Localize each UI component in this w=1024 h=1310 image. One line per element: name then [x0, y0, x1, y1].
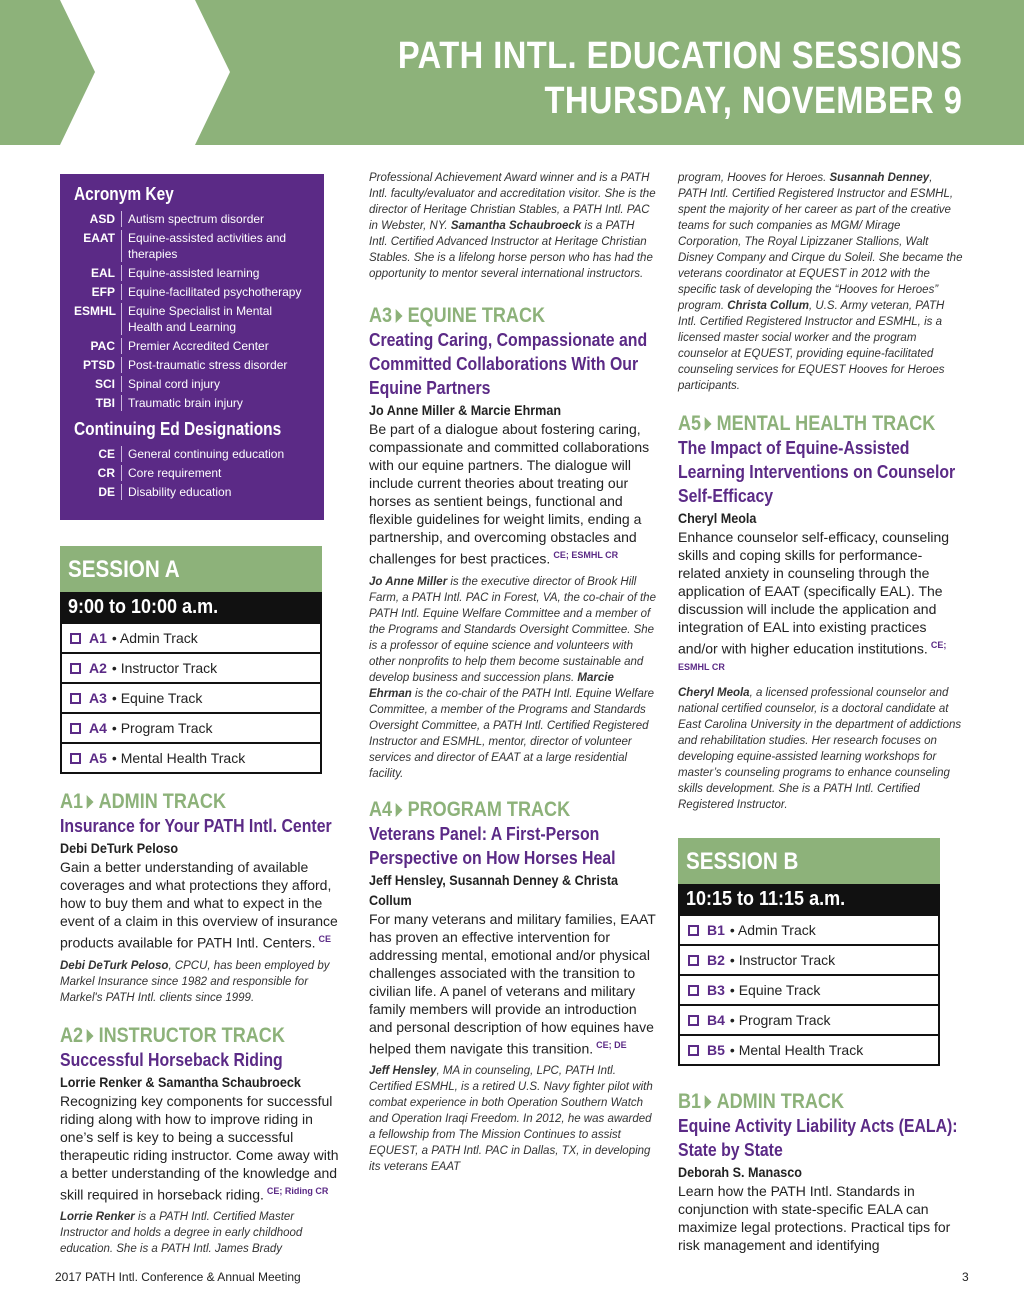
session-track-label: • Program Track: [729, 1012, 831, 1028]
session-item-b2[interactable]: [678, 946, 940, 976]
b1-track-heading: B1 ADMIN TRACK: [678, 1090, 844, 1113]
a1-session-title: Insurance for Your PATH Intl. Center: [60, 816, 332, 836]
session-track-label: • Equine Track: [111, 690, 203, 706]
a2-description: Recognizing key components for successful riding along with how to improve riding in one’s self is key to being a successful therapeutic riding instructor. Come away with a better understanding of the knowledge and skill required in horseback riding. $^{CE; Riding CR}$: [60, 1092, 339, 1203]
acronym-row-de: [74, 484, 310, 500]
checkbox-icon[interactable]: [70, 693, 81, 704]
page-title: [398, 34, 962, 124]
title-line-2: THURSDAY, NOVEMBER 9: [544, 80, 962, 122]
triangle-icon: [396, 803, 403, 817]
b1-session-title: Equine Activity Liability Acts (EALA): State by State: [678, 1116, 958, 1160]
acronym-definition: General continuing education: [128, 447, 285, 461]
a1-speaker: Debi DeTurk Peloso: [60, 840, 179, 856]
session-a-title: SESSION A: [60, 546, 322, 592]
session-item-b5[interactable]: [678, 1036, 940, 1066]
acronym-row-asd: [74, 211, 310, 227]
checkbox-icon[interactable]: [70, 663, 81, 674]
session-a-time: 9:00 to 10:00 a.m.: [60, 592, 322, 624]
a3-session-title: Creating Caring, Compassionate and Committed Collaborations With Our Equine Partners: [369, 330, 648, 398]
a3-speaker: Jo Anne Miller & Marcie Ehrman: [369, 402, 562, 418]
acronym-definition: Equine-assisted activities and therapies: [128, 231, 287, 261]
a1-bio: Debi DeTurk Peloso, CPCU, has been employed by Markel Insurance since 1982 and responsible for Markel's PATH Intl. clients since 1999.: [60, 959, 330, 1004]
session-track-label: • Mental Health Track: [729, 1042, 864, 1058]
acronym-abbr: EFP: [74, 284, 122, 300]
acronym-row-tbi: [74, 395, 310, 411]
triangle-icon: [705, 1095, 712, 1109]
session-code: A2: [89, 660, 107, 676]
acronym-abbr: PTSD: [74, 357, 122, 373]
acronym-key-box: [60, 174, 324, 520]
session-item-b4[interactable]: [678, 1006, 940, 1036]
a4-session-title: Veterans Panel: A First-Person Perspective on How Horses Heal: [369, 823, 616, 868]
acronym-definition: Premier Accredited Center: [128, 339, 269, 353]
acronym-abbr: ESMHL: [74, 303, 122, 335]
session-code: A4: [89, 720, 107, 736]
acronym-row-esmhl: [74, 303, 310, 335]
checkbox-icon[interactable]: [70, 723, 81, 734]
column-3: [678, 170, 964, 813]
session-item-b1[interactable]: [678, 916, 940, 946]
column-1-lower: [60, 790, 344, 1257]
session-code: B3: [707, 982, 725, 998]
a5-session-title: The Impact of Equine-Assisted Learning Interventions on Counselor Self-Efficacy: [678, 438, 956, 506]
checkbox-icon[interactable]: [688, 955, 699, 966]
a2-bio-continued: Professional Achievement Award winner and is a PATH Intl. faculty/evaluator and accreditation visitor. She is the director of Heritage Christian Stables, a PATH Intl. PAC in Webster, NY. Samantha Schaubroeck is a PATH Intl. Certified Advanced Instructor at Heritage Christian Stables. She is a lifelong horse person who has had the opportunity to mentor several international instructors.: [369, 172, 656, 280]
acronym-row-efp: [74, 284, 310, 300]
acronym-row-sci: [74, 376, 310, 392]
acronym-row-eal: [74, 265, 310, 281]
a5-speaker: Cheryl Meola: [678, 510, 757, 526]
a1-description: Gain a better understanding of available coverages and what protections they afford, how to buy them and what to expect in the event of a claim in this overview of insurance products available for PATH Intl. Centers. $^{CE}$: [60, 859, 338, 951]
session-code: B4: [707, 1012, 725, 1028]
session-track-label: • Admin Track: [729, 922, 816, 938]
session-item-a3[interactable]: [60, 684, 322, 714]
acronym-definition: Core requirement: [128, 466, 222, 480]
session-b-box: [678, 838, 940, 1066]
session-code: A1: [89, 630, 107, 646]
acronym-abbr: CE: [74, 446, 122, 462]
acronym-abbr: PAC: [74, 338, 122, 354]
a5-description: Enhance counselor self-efficacy, counseling skills and coping skills for performance-related anxiety in counseling through the application of EAAT (specifically EAL). The discussion will include the application and integration of EAL into existing practices and/or with higher education institutions. $^{CE; ESMHL CR}$: [678, 529, 950, 672]
session-track-label: • Equine Track: [729, 982, 821, 998]
session-code: B1: [707, 922, 725, 938]
a4-track-heading: A4 PROGRAM TRACK: [369, 797, 571, 821]
footer-conference-name: 2017 PATH Intl. Conference & Annual Meeting: [55, 1270, 301, 1284]
acronym-abbr: TBI: [74, 395, 122, 411]
checkbox-icon[interactable]: [688, 985, 699, 996]
acronym-abbr: EAL: [74, 265, 122, 281]
checkbox-icon[interactable]: [70, 753, 81, 764]
session-b-title: SESSION B: [678, 838, 940, 884]
session-track-label: • Instructor Track: [111, 660, 218, 676]
chevron-arrow-graphic: [60, 0, 230, 145]
acronym-abbr: DE: [74, 484, 122, 500]
acronym-row-pac: [74, 338, 310, 354]
checkbox-icon[interactable]: [688, 1015, 699, 1026]
acronym-definition: Disability education: [128, 485, 232, 499]
column-3-lower: [678, 1090, 964, 1254]
acronym-definition: Autism spectrum disorder: [128, 212, 265, 226]
a2-speaker: Lorrie Renker & Samantha Schaubroeck: [60, 1073, 301, 1090]
triangle-icon: [705, 417, 712, 431]
a3-track-heading: A3 EQUINE TRACK: [369, 304, 546, 327]
session-a-box: [60, 546, 322, 774]
acronym-abbr: ASD: [74, 211, 122, 227]
session-code: B2: [707, 952, 725, 968]
session-code: A5: [89, 750, 107, 766]
a2-session-title: Successful Horseback Riding: [60, 1049, 283, 1070]
acronym-row-ptsd: [74, 357, 310, 373]
acronym-row-ce: [74, 446, 310, 462]
acronym-row-eaat: [74, 230, 310, 262]
session-item-a4[interactable]: [60, 714, 322, 744]
session-track-label: • Admin Track: [111, 630, 198, 646]
triangle-icon: [87, 1029, 94, 1043]
session-b-time: 10:15 to 11:15 a.m.: [678, 884, 940, 916]
acronym-abbr: CR: [74, 465, 122, 481]
acronym-abbr: EAAT: [74, 230, 122, 262]
acronym-definition: Traumatic brain injury: [128, 396, 243, 410]
acronym-row-cr: [74, 465, 310, 481]
a5-track-heading: A5 MENTAL HEALTH TRACK: [678, 412, 936, 435]
acronym-definition: Equine-assisted learning: [128, 266, 260, 280]
checkbox-icon[interactable]: [688, 925, 699, 936]
checkbox-icon[interactable]: [688, 1045, 699, 1056]
session-code: A3: [89, 690, 107, 706]
a4-speaker: Jeff Hensley, Susannah Denney & Christa Collum: [369, 871, 619, 908]
session-item-a1[interactable]: [60, 624, 322, 654]
acronym-key-title: Acronym Key: [74, 184, 174, 204]
a4-bio-continued: program, Hooves for Heroes. Susannah Denney, PATH Intl. Certified Registered Instructor and ESMHL, spent the majority of her career as part of the creative teams for such companies as MGM/ Mirage Corporation, The Royal Lipizzaner Stallions, Walt Disney Company and Cirque du Soleil. She became the veterans coordinator at EQUEST in 2012 with the specific task of developing the “Hooves for Heroes” program. Christa Collum, U.S. Army veteran, PATH Intl. Certified Registered Instructor and ESMHL, is a licensed master social worker and the program counselor at EQUEST, providing equine-facilitated counseling services for EQUEST Hooves for Heroes participants.: [678, 172, 963, 392]
column-2: [369, 170, 656, 1175]
session-track-label: • Program Track: [111, 720, 213, 736]
a2-bio: Lorrie Renker is a PATH Intl. Certified Master Instructor and holds a degree in early childhood education. She is a PATH Intl. James Brady: [60, 1211, 303, 1256]
a2-track-heading: A2 INSTRUCTOR TRACK: [60, 1023, 285, 1047]
b1-description: Learn how the PATH Intl. Standards in conjunction with state-specific EALA can maximize legal protections. Practical tips for risk management and identifying: [678, 1183, 951, 1253]
a4-description: For many veterans and military families, EAAT has proven an effective intervention for addressing mental, emotional and/or physical challenges associated with the transition to civilian life. A panel of veterans and military family members will provide an introduction and personal description of how equines have helped them navigate this transition. $^{CE; DE}$: [369, 910, 656, 1057]
triangle-icon: [396, 309, 403, 323]
session-item-a5[interactable]: [60, 744, 322, 774]
a5-bio: Cheryl Meola, a licensed professional counselor and national certified counselor, is a doctoral candidate at East Carolina University in the department of addictions and rehabilitation studies. Her research focuses on developing equine-assisted learning workshops for master’s counseling programs to enhance counseling skills development. She is a PATH Intl. Certified Registered Instructor.: [678, 687, 962, 812]
title-line-1: PATH INTL. EDUCATION SESSIONS: [397, 35, 962, 77]
page-header: [0, 0, 1024, 145]
acronym-definition: Post-traumatic stress disorder: [128, 358, 288, 372]
a1-track-heading: A1 ADMIN TRACK: [60, 790, 226, 813]
session-track-label: • Instructor Track: [729, 952, 836, 968]
session-track-label: • Mental Health Track: [111, 750, 246, 766]
session-code: B5: [707, 1042, 725, 1058]
ce-designations-title: Continuing Ed Designations: [74, 419, 282, 439]
acronym-definition: Equine-facilitated psychotherapy: [128, 285, 302, 299]
a3-bio: Jo Anne Miller is the executive director of Brook Hill Farm, a PATH Intl. PAC in Forest, VA, the co-chair of the PATH Intl. Equine Welfare Committee and a member of the Programs and Standards Oversight Committee. She is a professor of equine science and volunteers with other nonprofits to help them become sustainable and develop business and succession plans. Marcie Ehrman is the co-chair of the PATH Intl. Equine Welfare Committee, a member of the Programs and Standards Oversight Committee, a PATH Intl. Certified Registered Instructor and ESMHL, mentor, director of volunteer services and director of EAAT at a large residential facility.: [369, 575, 656, 780]
session-item-a2[interactable]: [60, 654, 322, 684]
a4-bio: Jeff Hensley, MA in counseling, LPC, PATH Intl. Certified ESMHL, is a retired U.S. Navy fighter pilot with combat experience in both Operation Southern Watch and Operation Iraqi Freedom. In 2012, he was awarded a fellowship from The Mission Continues to assist EQUEST, a PATH Intl. PAC in Dallas, TX, in developing its veterans EAAT: [369, 1065, 653, 1174]
footer-page-number: 3: [962, 1270, 969, 1284]
session-item-b3[interactable]: [678, 976, 940, 1006]
acronym-abbr: SCI: [74, 376, 122, 392]
a3-description: Be part of a dialogue about fostering caring, compassionate and committed collaborations with our equine partners. The dialogue will include current theories about treating our horses as sentient beings, functional and flexible guidelines for weight limits, ending a partnership, and overcoming obstacles and challenges for best practices. $^{CE; ESMHL CR}$: [369, 421, 650, 567]
acronym-definition: Equine Specialist in Mental Health and Learning: [128, 304, 273, 334]
acronym-definition: Spinal cord injury: [128, 377, 221, 391]
checkbox-icon[interactable]: [70, 633, 81, 644]
b1-speaker: Deborah S. Manasco: [678, 1164, 802, 1180]
triangle-icon: [87, 795, 94, 809]
